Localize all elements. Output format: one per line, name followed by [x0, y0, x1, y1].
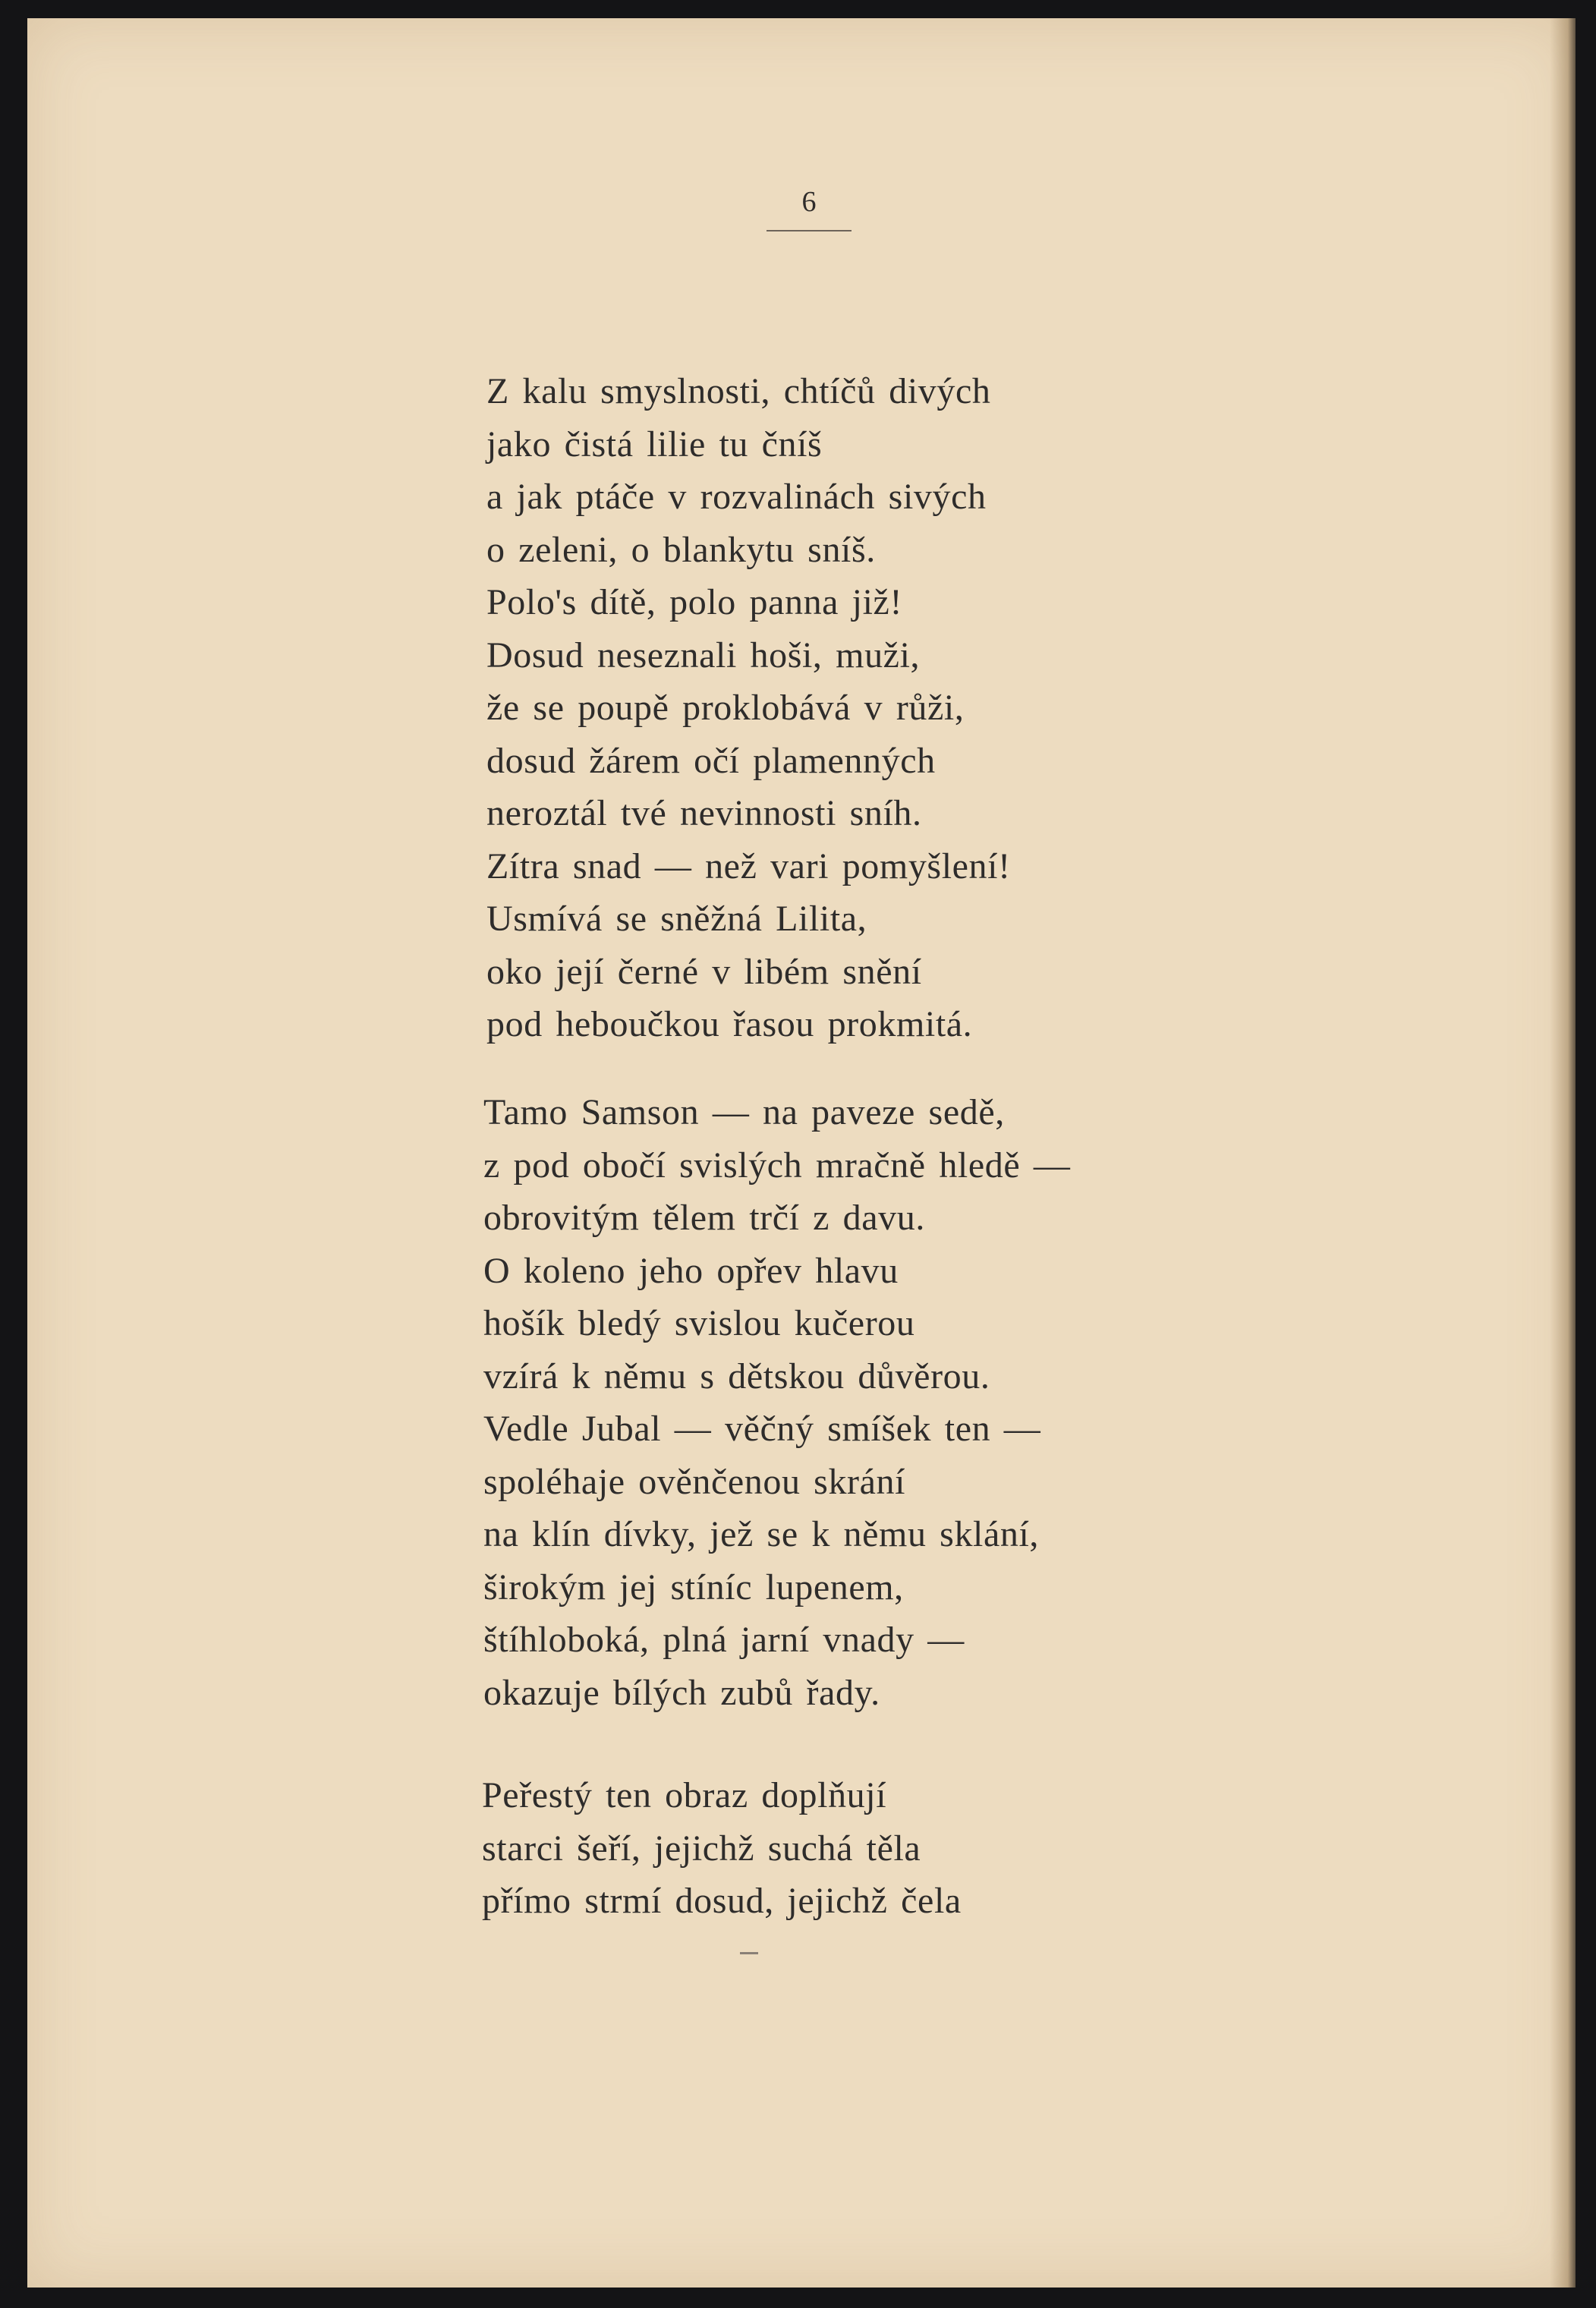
verse-line: přímo strmí dosud, jejichž čela — [482, 1881, 962, 1921]
page-number: 6 — [801, 186, 817, 218]
verse-line: o zeleni, o blankytu sníš. — [486, 529, 876, 570]
verse-line: O koleno jeho opřev hlavu — [483, 1250, 899, 1291]
verse-line: hošík bledý svislou kučerou — [483, 1303, 915, 1343]
verse-line: Polo's dítě, polo panna již! — [486, 582, 903, 622]
verse-line: pod heboučkou řasou prokmitá. — [486, 1004, 973, 1044]
verse-line: štíhloboká, plná jarní vnady — — [483, 1620, 965, 1660]
verse-line: na klín dívky, jež se k němu sklání, — [483, 1514, 1040, 1554]
verse-line: spoléhaje ověnčenou skrání — [483, 1461, 906, 1502]
page-number-rule — [767, 230, 852, 231]
verse-line: širokým jej stíníc lupenem, — [483, 1566, 904, 1607]
verse-line: jako čistá lilie tu čníš — [486, 424, 823, 464]
verse-line: Peřestý ten obraz doplňují — [482, 1775, 887, 1815]
continuation-mark — [740, 1952, 758, 1954]
verse-line: Usmívá se sněžná Lilita, — [486, 899, 867, 939]
stanza-3 — [482, 1769, 962, 1928]
verse-line: Zítra snad — než vari pomyšlení! — [486, 845, 1011, 886]
verse-line: oko její černé v libém snění — [486, 951, 922, 992]
verse-line: obrovitým tělem trčí z davu. — [483, 1198, 925, 1238]
stanza-1 — [486, 365, 1011, 1051]
verse-line: a jak ptáče v rozvalinách sivých — [486, 477, 987, 517]
verse-line: Tamo Samson — na paveze sedě, — [483, 1092, 1005, 1132]
stanza-2 — [483, 1086, 1070, 1719]
verse-line: dosud žárem očí plamenných — [486, 740, 936, 781]
verse-line: starci šeří, jejichž suchá těla — [482, 1828, 921, 1869]
verse-line: Vedle Jubal — věčný smíšek ten — — [483, 1409, 1041, 1449]
verse-line: vzírá k němu s dětskou důvěrou. — [483, 1356, 990, 1396]
verse-line: Dosud neseznali hoši, muži, — [486, 634, 921, 675]
verse-line: že se poupě proklobává v růži, — [486, 688, 965, 728]
verse-line: z pod obočí svislých mračně hledě — — [483, 1145, 1071, 1185]
verse-line: okazuje bílých zubů řady. — [483, 1672, 880, 1713]
book-page — [27, 18, 1576, 2288]
verse-line: Z kalu smyslnosti, chtíčů divých — [486, 371, 991, 411]
verse-line: neroztál tvé nevinnosti sníh. — [486, 793, 922, 833]
